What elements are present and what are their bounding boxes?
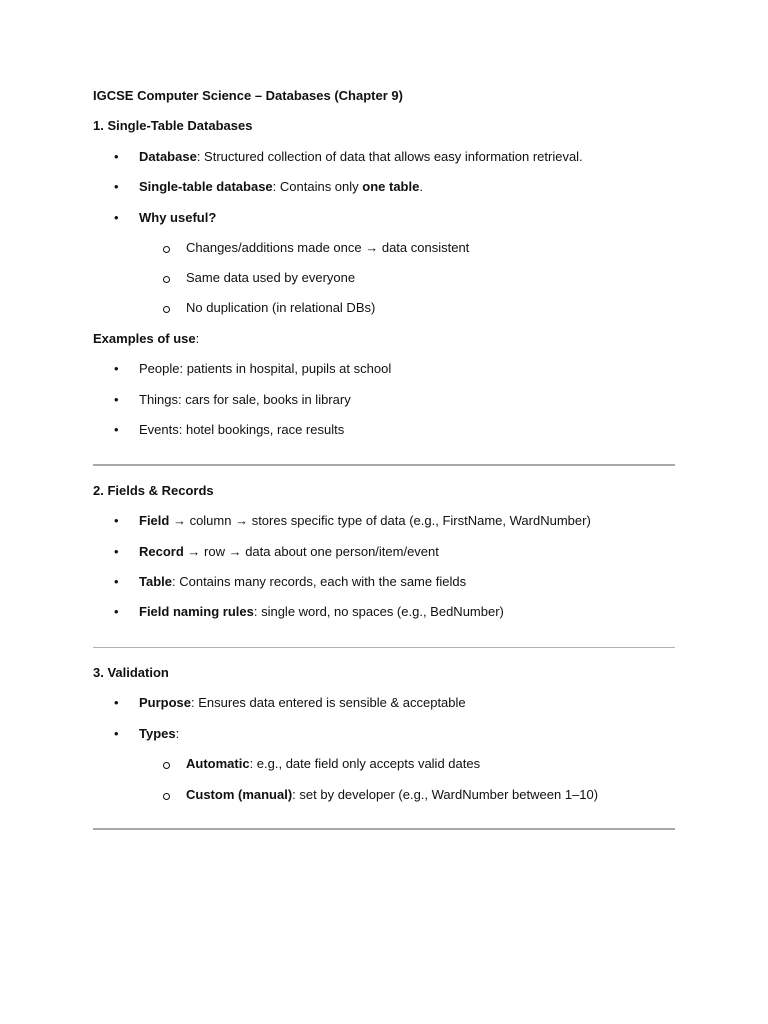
- list-item: Purpose: Ensures data entered is sensible & acceptable: [139, 695, 466, 710]
- circle-bullet-icon: [163, 306, 170, 313]
- list-item: Table: Contains many records, each with the same fields: [139, 574, 467, 589]
- bullet-icon: •: [114, 604, 119, 619]
- list-item: People: patients in hospital, pupils at school: [139, 361, 392, 376]
- bullet-icon: •: [114, 726, 119, 741]
- list-item: Field naming rules: single word, no spaces (e.g., BedNumber): [139, 604, 504, 619]
- divider: [93, 828, 675, 830]
- section-3-heading: 3. Validation: [93, 665, 169, 680]
- list-item: Why useful?: [139, 210, 217, 225]
- list-item: Types:: [139, 726, 180, 741]
- divider: [93, 647, 675, 648]
- bullet-icon: •: [114, 392, 119, 407]
- list-item: Database: Structured collection of data that allows easy information retrieval.: [139, 149, 583, 164]
- circle-bullet-icon: [163, 276, 170, 283]
- list-item: Single-table database: Contains only one table.: [139, 179, 423, 194]
- examples-label: Examples of use:: [93, 331, 200, 346]
- bullet-icon: •: [114, 574, 119, 589]
- bullet-icon: •: [114, 544, 119, 559]
- bullet-icon: •: [114, 210, 119, 225]
- section-2-heading: 2. Fields & Records: [93, 483, 214, 498]
- bullet-icon: •: [114, 513, 119, 528]
- sub-list-item: Same data used by everyone: [186, 270, 356, 285]
- bullet-icon: •: [114, 361, 119, 376]
- list-item: Field → column → stores specific type of data (e.g., FirstName, WardNumber): [139, 513, 591, 528]
- list-item: Record → row → data about one person/item/event: [139, 544, 439, 559]
- sub-list-item: Changes/additions made once → data consistent: [186, 240, 470, 255]
- divider: [93, 464, 675, 466]
- circle-bullet-icon: [163, 762, 170, 769]
- list-item: Events: hotel bookings, race results: [139, 422, 345, 437]
- section-1-heading: 1. Single-Table Databases: [93, 118, 253, 133]
- sub-list-item: No duplication (in relational DBs): [186, 300, 376, 315]
- sub-list-item: Automatic: e.g., date field only accepts valid dates: [186, 756, 481, 771]
- document-title: IGCSE Computer Science – Databases (Chapter 9): [93, 88, 403, 103]
- list-item: Things: cars for sale, books in library: [139, 392, 351, 407]
- bullet-icon: •: [114, 149, 119, 164]
- bullet-icon: •: [114, 422, 119, 437]
- sub-list-item: Custom (manual): set by developer (e.g., WardNumber between 1–10): [186, 787, 599, 802]
- bullet-icon: •: [114, 179, 119, 194]
- circle-bullet-icon: [163, 246, 170, 253]
- circle-bullet-icon: [163, 793, 170, 800]
- bullet-icon: •: [114, 695, 119, 710]
